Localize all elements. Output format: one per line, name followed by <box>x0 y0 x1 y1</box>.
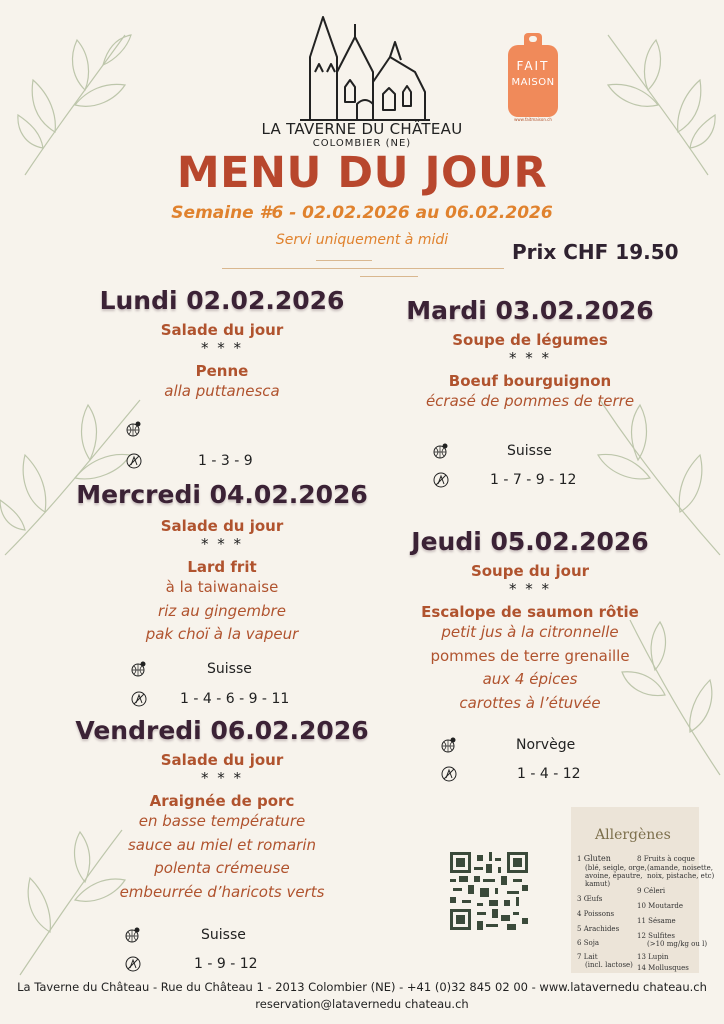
day-card-jeudi <box>380 527 680 715</box>
served-note: Servi uniquement à midi <box>275 232 449 248</box>
title-divider <box>222 268 504 269</box>
separator-lundi: * * * <box>200 339 244 357</box>
week-label: Semaine #6 - 02.02.2026 au 06.02.2026 <box>171 203 553 223</box>
desc-jeudi-2: pommes de terre grenaille <box>430 646 630 665</box>
allergen-item: 1 Gluten <box>577 854 611 863</box>
allergen-item-note: kamut) <box>585 880 611 888</box>
globe-pin-icon <box>125 420 143 438</box>
desc-vendredi-4: embeurrée d’haricots verts <box>119 882 325 901</box>
separator-mardi: * * * <box>508 349 552 367</box>
day-card-mardi <box>380 296 680 414</box>
allergen-item: 13 Lupin <box>637 953 669 961</box>
price-label: Prix CHF 19.50 <box>512 240 679 264</box>
starter-mercredi: Salade du jour <box>160 517 284 535</box>
leaf-decoration-top-right <box>598 20 718 180</box>
desc-lundi-1: alla puttanesca <box>164 382 280 400</box>
allergen-icon <box>125 452 143 470</box>
footer-address: La Taverne du Château - Rue du Château 1 - 2013 Colombier (NE) - +41 (0)32 845 02 00 - www.latavernedu chateau.ch <box>17 980 707 994</box>
allergen-item: 8 Fruits à coque <box>637 855 695 863</box>
starter-lundi: Salade du jour <box>160 321 284 339</box>
fait-maison-badge <box>508 33 558 125</box>
separator-vendredi: * * * <box>200 769 244 787</box>
day-card-vendredi <box>72 716 372 904</box>
separator-mercredi: * * * <box>200 535 244 553</box>
allergen-item: 14 Mollusques <box>637 964 689 972</box>
allergens-lundi: 1 - 3 - 9 <box>198 453 253 469</box>
origin-mercredi: Suisse <box>207 661 252 677</box>
allergen-item: 11 Sésame <box>637 917 676 925</box>
main-mardi: Boeuf bourguignon <box>448 372 612 390</box>
globe-pin-icon <box>432 442 450 460</box>
day-card-lundi <box>72 286 372 404</box>
globe-pin-icon <box>124 926 142 944</box>
origin-jeudi: Norvège <box>516 737 576 753</box>
day-title-lundi: Lundi 02.02.2026 <box>99 286 345 315</box>
allergens-vendredi: 1 - 9 - 12 <box>194 956 258 972</box>
allergen-item: 6 Soja <box>577 939 600 947</box>
desc-mercredi-1: à la taiwanaise <box>165 578 279 596</box>
allergen-icon <box>440 765 458 783</box>
allergen-item: 12 Sulfites <box>637 932 675 940</box>
origin-vendredi: Suisse <box>201 927 246 943</box>
badge-text-maison: MAISON <box>511 77 555 88</box>
restaurant-location: COLOMBIER (NE) <box>312 138 412 149</box>
main-mercredi: Lard frit <box>187 558 257 576</box>
desc-vendredi-1: en basse température <box>138 812 306 830</box>
allergen-icon <box>124 955 142 973</box>
allergen-card-title: Allergènes <box>595 827 671 843</box>
footer-email[interactable]: reservation@latavernedu chateau.ch <box>255 997 469 1011</box>
main-lundi: Penne <box>195 362 249 380</box>
desc-mercredi-3: pak choï à la vapeur <box>145 625 299 643</box>
allergen-icon <box>130 690 148 708</box>
allergen-item-note: noix, pistache, etc) <box>647 872 715 880</box>
main-vendredi: Araignée de porc <box>149 792 295 810</box>
badge-text-fait: FAIT <box>516 59 550 73</box>
allergen-item-note: (amande, noisette, <box>647 864 713 872</box>
badge-url: www.faitmaison.ch <box>514 117 552 122</box>
menu-title: MENU DU JOUR <box>176 148 548 198</box>
day-title-vendredi: Vendredi 06.02.2026 <box>75 716 369 745</box>
allergen-item-note: (incl. lactose) <box>585 961 633 969</box>
globe-pin-icon <box>130 660 148 678</box>
allergens-mardi: 1 - 7 - 9 - 12 <box>490 472 577 488</box>
allergen-card <box>571 807 715 973</box>
title-divider-short-1 <box>316 260 372 261</box>
title-divider-short-2 <box>360 276 418 277</box>
allergen-item: 3 Œufs <box>577 895 603 903</box>
restaurant-name: LA TAVERNE DU CHÂTEAU <box>261 120 463 138</box>
castle-logo <box>295 12 435 122</box>
desc-jeudi-1: petit jus à la citronnelle <box>441 623 619 641</box>
separator-jeudi: * * * <box>508 580 552 598</box>
allergen-item-note: (>10 mg/kg ou l) <box>647 940 708 948</box>
globe-pin-icon <box>440 736 458 754</box>
allergen-item-note: (blé, seigle, orge, <box>585 864 647 872</box>
allergen-item: 5 Arachides <box>577 925 620 933</box>
starter-mardi: Soupe de légumes <box>452 331 608 349</box>
day-title-mercredi: Mercredi 04.02.2026 <box>76 480 368 509</box>
qr-code[interactable] <box>450 852 528 930</box>
desc-mercredi-2: riz au gingembre <box>158 601 286 620</box>
day-title-mardi: Mardi 03.02.2026 <box>406 296 654 325</box>
origin-mardi: Suisse <box>507 443 552 459</box>
allergen-item: 4 Poissons <box>577 910 615 918</box>
desc-vendredi-2: sauce au miel et romarin <box>127 835 317 854</box>
allergen-item-note: avoine, épautre, <box>585 872 643 880</box>
starter-jeudi: Soupe du jour <box>470 562 590 580</box>
allergens-mercredi: 1 - 4 - 6 - 9 - 11 <box>180 691 290 707</box>
leaf-decoration-top-left <box>15 20 135 180</box>
desc-jeudi-4: carottes à l’étuvée <box>459 693 601 712</box>
allergen-icon <box>432 471 450 489</box>
desc-vendredi-3: polenta crémeuse <box>154 859 290 877</box>
allergen-item: 7 Lait <box>577 953 598 961</box>
day-card-mercredi <box>72 480 372 647</box>
day-title-jeudi: Jeudi 05.02.2026 <box>411 527 649 556</box>
main-jeudi: Escalope de saumon rôtie <box>421 603 639 621</box>
allergens-jeudi: 1 - 4 - 12 <box>517 766 581 782</box>
desc-mardi-1: écrasé de pommes de terre <box>425 392 635 410</box>
starter-vendredi: Salade du jour <box>160 751 284 769</box>
desc-jeudi-3: aux 4 épices <box>482 670 578 688</box>
allergen-item: 10 Moutarde <box>637 902 684 910</box>
allergen-item: 9 Céleri <box>637 887 666 895</box>
